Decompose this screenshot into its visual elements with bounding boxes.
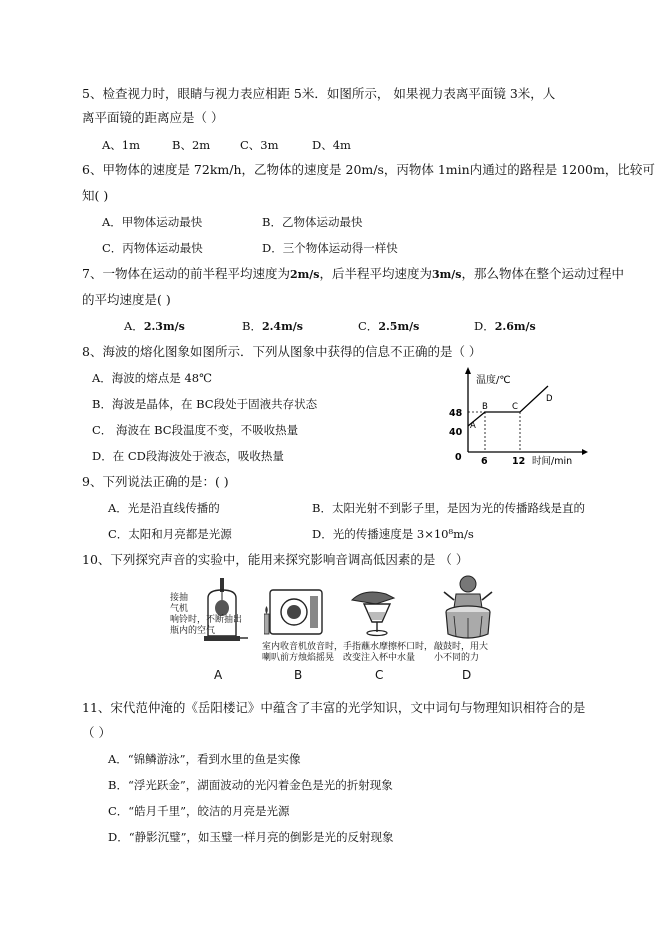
q11-option-c: C．“皓月千里”，皎洁的月亮是光源 [108, 804, 290, 818]
q6-stem-line1: 6、甲物体的速度是 72km/h，乙物体的速度是 20m/s，丙物体 1min内通过的路程是 1200m，比较可 [82, 162, 655, 177]
q9-stem-line1: 9、下列说法正确的是：( ) [82, 474, 229, 489]
q7-option-d-value: 2.6m/s [494, 320, 536, 333]
q7-stem-part3: ，那么物体在整个运动过程中 [461, 266, 625, 281]
q7-option-b-value: 2.4m/s [261, 320, 303, 333]
q9-option-a: A．光是沿直线传播的 [108, 501, 220, 515]
q9-option-b: B．太阳光射不到影子里，是因为光的传播路线是直的 [312, 501, 585, 515]
q5-option-b: B、2m [172, 138, 211, 152]
q7-speed-second-half: 3m/s [432, 268, 462, 281]
q5-option-d: D、4m [312, 138, 351, 152]
graph-point-a: A [470, 421, 476, 431]
letter-a: A [214, 668, 223, 682]
graph-xtick-6: 6 [481, 456, 488, 467]
q11-option-a: A．“锦鳞游泳”，看到水里的鱼是实像 [108, 752, 301, 766]
q7-option-b [242, 318, 303, 335]
q7-stem-part2: ，后半程平均速度为 [319, 266, 432, 281]
q8-option-d: D．在 CD段海波处于液态，吸收热量 [92, 449, 284, 463]
q7-option-b-letter: B． [242, 319, 262, 333]
q7-option-a [124, 318, 185, 335]
q7-speed-first-half: 2m/s [289, 268, 320, 281]
q6-option-b: B．乙物体运动最快 [262, 215, 363, 229]
graph-point-b: B [482, 402, 488, 412]
melting-graph [448, 364, 588, 468]
q7-option-d [474, 318, 536, 335]
q7-stem-part1: 7、一物体在运动的前半程平均速度为 [82, 266, 290, 281]
q5-option-c: C、3m [240, 138, 279, 152]
q7-option-c-value: 2.5m/s [378, 320, 420, 333]
graph-ylabel: 温度/℃ [476, 375, 511, 386]
letter-b: B [294, 668, 303, 682]
q7-stem-line1 [82, 266, 624, 283]
q11-stem-line1: 11、宋代范仲淹的《岳阳楼记》中蕴含了丰富的光学知识，文中词句与物理知识相符合的是 [82, 700, 586, 715]
q7-option-a-value: 2.3m/s [143, 320, 185, 333]
q7-option-c [358, 318, 419, 335]
q7-option-a-letter: A． [124, 319, 144, 333]
caption-c: 手指蘸水摩擦杯口时， 改变注入杯中水量 [343, 642, 434, 663]
q9-option-c: C．太阳和月亮都是光源 [108, 527, 232, 541]
caption-b: 室内收音机放音时， 喇叭前方烛焰摇晃 [262, 642, 344, 663]
graph-point-c: C [512, 402, 518, 412]
graph-ytick-0: 0 [455, 452, 462, 463]
caption-d: 敲鼓时，用大 小不同的力 [434, 642, 489, 663]
graph-ytick-48: 48 [449, 408, 463, 419]
q11-stem-line2: （ ） [82, 725, 111, 740]
q8-option-a: A．海波的熔点是 48℃ [92, 371, 212, 385]
graph-point-d: D [546, 394, 553, 404]
q9-option-d: D．光的传播速度是 3×10⁸m/s [312, 527, 474, 541]
q5-option-a: A、1m [102, 138, 141, 152]
q8-stem-line1: 8、海波的熔化图象如图所示．下列从图象中获得的信息不正确的是（ ） [82, 344, 482, 359]
glass-rim-illustration [350, 586, 404, 638]
caption-a: 接抽 气机 响铃时，不断抽出 瓶内的空气 [170, 593, 243, 636]
letter-d: D [462, 668, 472, 682]
graph-ytick-40: 40 [449, 427, 463, 438]
q11-option-b: B．“浮光跃金”，湖面波动的光闪着金色是光的折射现象 [108, 778, 393, 792]
q8-option-c: C． 海波在 BC段温度不变，不吸收热量 [92, 423, 299, 437]
graph-xlabel: 时间/min [532, 456, 573, 467]
q10-stem-line1: 10、下列探究声音的实验中，能用来探究影响音调高低因素的是 （ ） [82, 552, 469, 567]
letter-c: C [375, 668, 384, 682]
q11-option-d: D．“静影沉璧”，如玉璧一样月亮的倒影是光的反射现象 [108, 830, 394, 844]
q7-option-d-letter: D． [474, 319, 495, 333]
q7-option-c-letter: C． [358, 319, 379, 333]
q6-stem-line2: 知( ) [82, 188, 109, 203]
q6-option-d: D．三个物体运动得一样快 [262, 241, 398, 255]
radio-candle-illustration [264, 584, 328, 638]
q6-option-a: A．甲物体运动最快 [102, 215, 203, 229]
q5-stem-line1: 5、检查视力时，眼睛与视力表应相距 5米．如图所示， 如果视力表离平面镜 3米，人 [82, 86, 556, 101]
q7-stem-line2: 的平均速度是( ) [82, 292, 171, 307]
q8-option-b: B．海波是晶体，在 BC段处于固液共存状态 [92, 397, 318, 411]
q5-stem-line2: 离平面镜的距离应是（ ） [82, 110, 224, 125]
q6-option-c: C．丙物体运动最快 [102, 241, 203, 255]
drum-illustration [440, 574, 496, 642]
graph-xtick-12: 12 [512, 456, 526, 467]
